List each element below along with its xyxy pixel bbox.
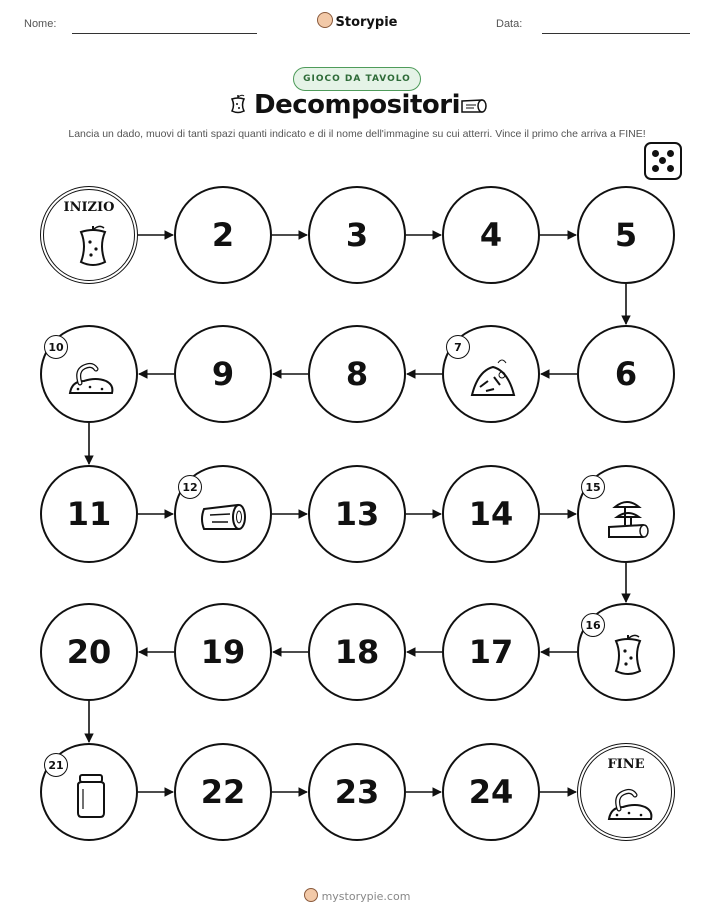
log-icon	[200, 493, 250, 543]
board-space-14	[442, 465, 540, 563]
board-space-24	[442, 743, 540, 841]
finish-label: FINE	[607, 757, 645, 772]
space-number: 22	[200, 773, 246, 811]
apple-core-icon	[68, 222, 118, 272]
board-space-3	[308, 186, 406, 284]
board-space-22	[174, 743, 272, 841]
board-space-8	[308, 325, 406, 423]
footer	[0, 888, 714, 903]
bear-logo-icon	[304, 888, 318, 902]
board-space-23	[308, 743, 406, 841]
space-number: 20	[66, 633, 112, 671]
worm-in-soil-icon	[66, 353, 116, 403]
space-number-badge: 15	[581, 475, 605, 499]
board-space-12	[174, 465, 272, 563]
board-space-6	[577, 325, 675, 423]
space-number-badge: 7	[446, 335, 470, 359]
page-title: Decompositori	[254, 90, 460, 120]
board-space-10	[40, 325, 138, 423]
board-space-18	[308, 603, 406, 701]
space-number: 5	[614, 216, 638, 254]
space-number-badge: 21	[44, 753, 68, 777]
space-number: 19	[200, 633, 246, 671]
worm-in-soil-icon	[605, 779, 655, 829]
space-number: 18	[334, 633, 380, 671]
board-space-13	[308, 465, 406, 563]
board-space-16	[577, 603, 675, 701]
board-space-7	[442, 325, 540, 423]
space-number: 13	[334, 495, 380, 533]
compost-pile-icon	[468, 353, 518, 403]
space-number: 4	[479, 216, 503, 254]
space-number-badge: 16	[581, 613, 605, 637]
finish-space	[577, 743, 675, 841]
space-number: 6	[614, 355, 638, 393]
board-space-15	[577, 465, 675, 563]
board-space-9	[174, 325, 272, 423]
instructions: Lancia un dado, muovi di tanti spazi quanti indicato e di il nome dell'immagine su cui atterri. Vince il primo che arriva a FINE!	[68, 128, 646, 140]
brand-name: Storypie	[335, 15, 398, 30]
space-number: 11	[66, 495, 112, 533]
space-number: 24	[468, 773, 514, 811]
board-space-20	[40, 603, 138, 701]
space-number-badge: 12	[178, 475, 202, 499]
footer-url: mystorypie.com	[321, 890, 411, 903]
space-number-badge: 10	[44, 335, 68, 359]
name-label: Nome:	[24, 18, 57, 30]
start-label: INIZIO	[63, 200, 115, 215]
board-space-2	[174, 186, 272, 284]
space-number: 2	[211, 216, 235, 254]
space-number: 8	[345, 355, 369, 393]
space-number: 14	[468, 495, 514, 533]
board-space-17	[442, 603, 540, 701]
board-space-21	[40, 743, 138, 841]
space-number: 23	[334, 773, 380, 811]
board-space-5	[577, 186, 675, 284]
mushrooms-on-log-icon	[603, 493, 653, 543]
date-label: Data:	[496, 18, 523, 30]
board-space-4	[442, 186, 540, 284]
space-number: 3	[345, 216, 369, 254]
space-number: 17	[468, 633, 514, 671]
game-badge: GIOCO DA TAVOLO	[293, 67, 421, 91]
apple-core-icon	[603, 631, 653, 681]
space-number: 9	[211, 355, 235, 393]
start-space	[40, 186, 138, 284]
board-space-11	[40, 465, 138, 563]
jar-icon	[66, 771, 116, 821]
board-space-19	[174, 603, 272, 701]
